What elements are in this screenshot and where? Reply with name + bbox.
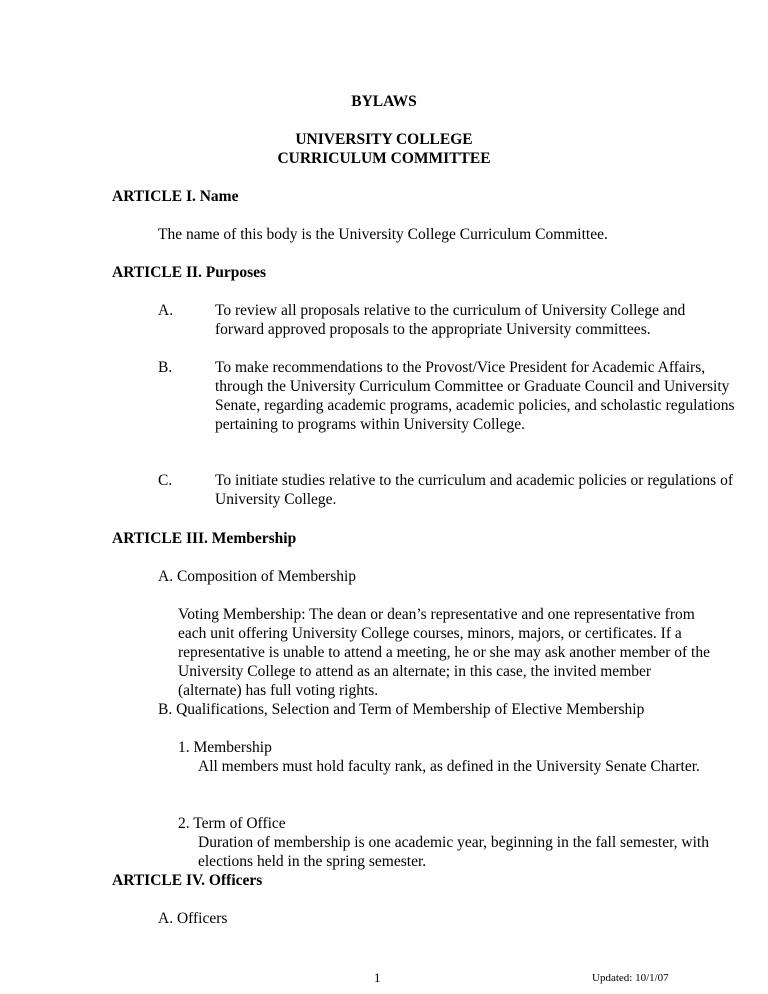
purpose-item-b-letter: B. — [158, 359, 173, 376]
article-1-text: The name of this body is the University College Curriculum Committee. — [158, 226, 608, 243]
purpose-item-b-text: To make recommendations to the Provost/Vice President for Academic Affairs, through the University Curriculum Committee or Graduate Council and University Senate, regarding academic programs, academic policies, and scholastic regulations pertaining to programs within University College. — [215, 359, 735, 433]
membership-section-b-heading: B. Qualifications, Selection and Term of Membership of Elective Membership — [158, 701, 645, 718]
purpose-item-c-letter: C. — [158, 472, 173, 489]
membership-sub2-text: Duration of membership is one academic year, beginning in the fall semester, with elections held in the spring semester. — [198, 834, 709, 870]
document-title: BYLAWS — [351, 93, 417, 110]
article-3-heading: ARTICLE III. Membership — [112, 530, 297, 547]
membership-sub1-text: All members must hold faculty rank, as defined in the University Senate Charter. — [198, 758, 700, 775]
purpose-item-a-text: To review all proposals relative to the curriculum of University College and forward approved proposals to the appropriate University committees. — [215, 302, 686, 338]
updated-date: Updated: 10/1/07 — [592, 972, 669, 984]
article-2-heading: ARTICLE II. Purposes — [112, 264, 267, 281]
document-subtitle-line1: UNIVERSITY COLLEGE — [295, 131, 473, 148]
purpose-item-a-letter: A. — [158, 302, 174, 319]
officers-section-a-heading: A. Officers — [158, 910, 228, 927]
purpose-item-c-text: To initiate studies relative to the curriculum and academic policies or regulations of University College. — [215, 472, 733, 508]
document-subtitle-line2: CURRICULUM COMMITTEE — [277, 150, 491, 167]
membership-section-a-text: Voting Membership: The dean or dean’s representative and one representative from each unit offering University College courses, minors, majors, or certificates. If a representative is unable to attend a meeting, he or she may ask another member of the University College to attend as an alternate; in this case, the invited member (alternate) has full voting rights. — [178, 606, 710, 699]
membership-sub2-title: 2. Term of Office — [178, 815, 286, 832]
membership-sub1-title: 1. Membership — [178, 739, 272, 756]
page-number: 1 — [374, 970, 381, 985]
article-1-heading: ARTICLE I. Name — [112, 188, 239, 205]
article-4-heading: ARTICLE IV. Officers — [112, 872, 263, 889]
membership-section-a-heading: A. Composition of Membership — [158, 568, 357, 585]
